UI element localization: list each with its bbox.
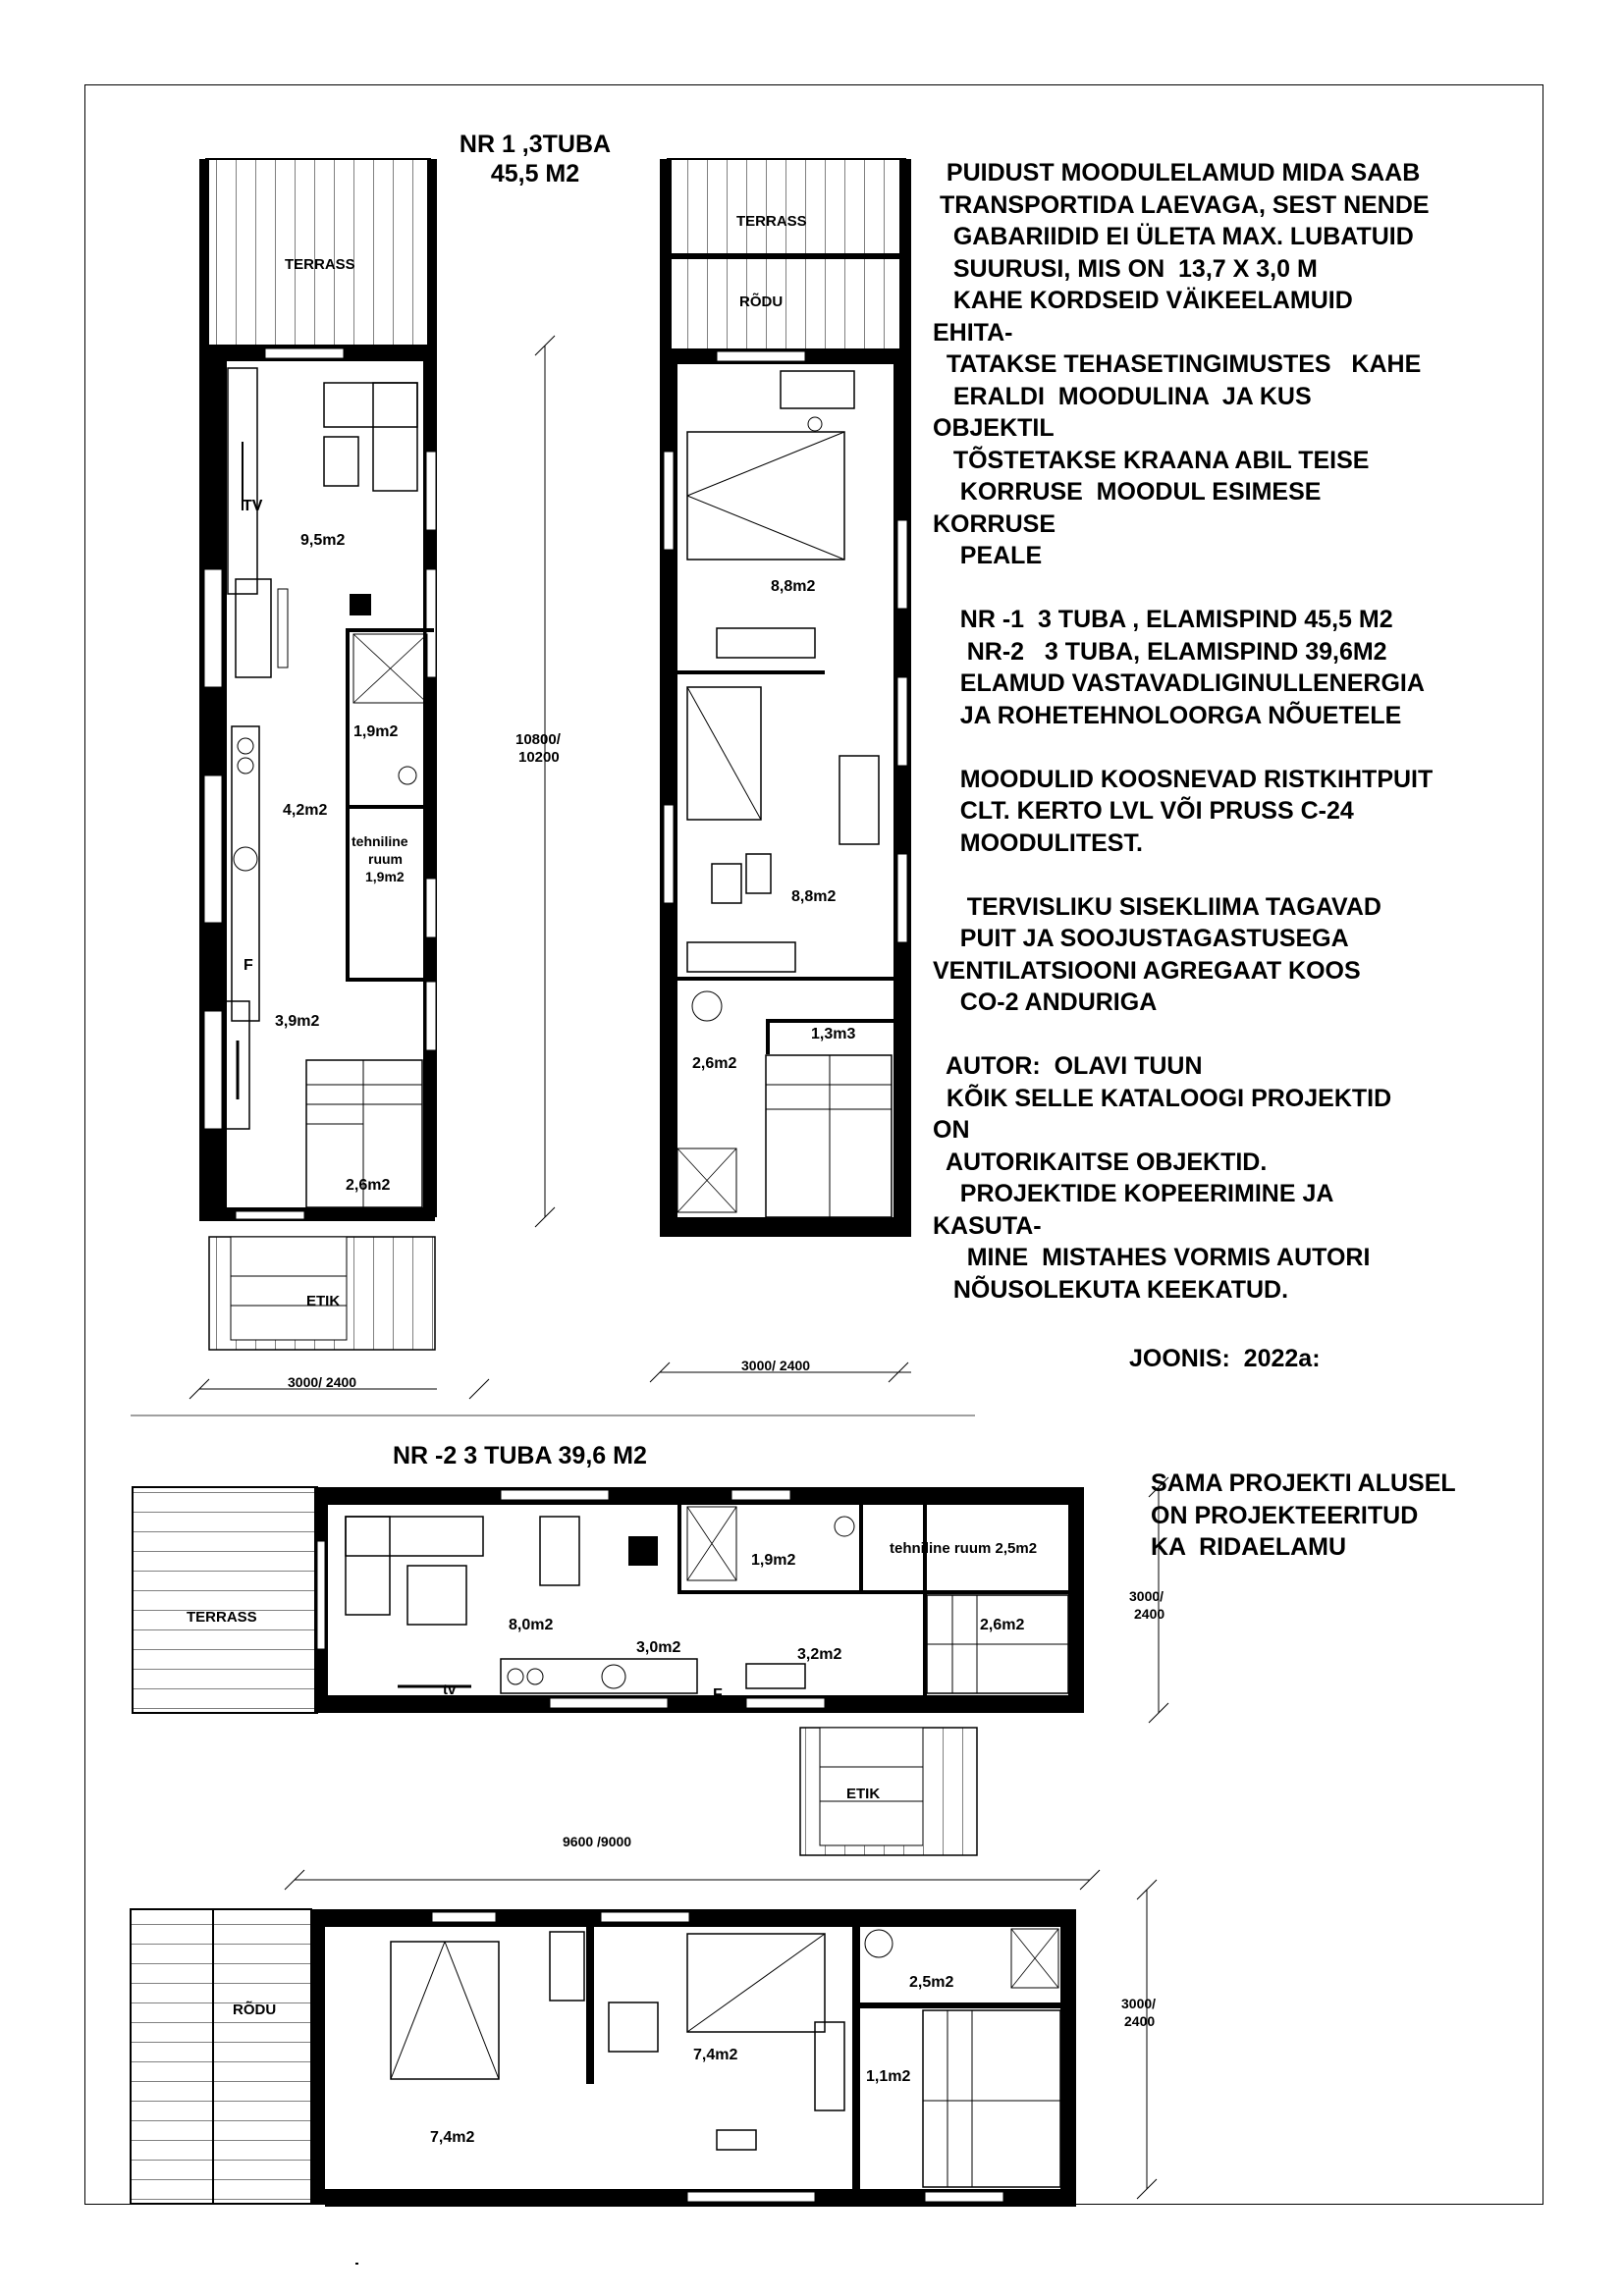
description-line: CO-2 ANDURIGA <box>933 988 1158 1016</box>
plan2-f1-dim-width: 3000/ <box>1129 1588 1164 1604</box>
description-line: JA ROHETEHNOLOORGA NÕUETELE <box>933 701 1402 729</box>
description-line: KÕIK SELLE KATALOOGI PROJEKTID <box>933 1084 1392 1112</box>
plan1-f1-tech-area: 1,9m2 <box>365 869 405 884</box>
plan1-floor2 <box>650 159 911 1382</box>
description-line: VENTILATSIOONI AGREGAAT KOOS <box>933 956 1361 985</box>
description-line: AUTORIKAITSE OBJEKTID. <box>933 1148 1268 1176</box>
plan2-title: NR -2 3 TUBA 39,6 M2 <box>393 1442 647 1469</box>
plan1-f1-fridge: F <box>244 957 253 974</box>
description-line: TERVISLIKU SISEKLIIMA TAGAVAD <box>933 892 1381 921</box>
plan2-f1-fridge: F <box>713 1686 723 1703</box>
plan1-f2-bath: 2,6m2 <box>692 1055 737 1072</box>
description-line: ELAMUD VASTAVADLIGINULLENERGIA <box>933 669 1425 697</box>
description-line: ON <box>933 1116 970 1144</box>
plan1-f1-living: 9,5m2 <box>300 532 346 549</box>
description-line: PUIDUST MOODULELAMUD MIDA SAAB <box>933 159 1421 187</box>
plan2-f1-terrace: TERRASS <box>187 1609 257 1626</box>
plan2-f1-bath: 1,9m2 <box>751 1552 796 1569</box>
plan2-f2-bed2: 7,4m2 <box>693 2047 738 2063</box>
description-line: MINE MISTAHES VORMIS AUTORI <box>933 1244 1371 1271</box>
plan1-dim-length2: 10200 <box>518 749 560 766</box>
plan2-f1-entry: ETIK <box>846 1786 881 1802</box>
description-line: NÕUSOLEKUTA KEEKATUD. <box>933 1275 1289 1304</box>
description-line: PEALE <box>933 542 1043 569</box>
plan1-f1-hall: 3,9m2 <box>275 1013 320 1030</box>
plan2-floor1 <box>133 1477 1168 1890</box>
description-line: KASUTA- <box>933 1211 1042 1240</box>
plan1-f1-tech-1: tehniline <box>352 833 408 849</box>
description-line: OBJEKTIL <box>933 414 1055 442</box>
description-line: TRANSPORTIDA LAEVAGA, SEST NENDE <box>933 190 1430 219</box>
plan1-dim-length: 10800/ <box>515 731 561 748</box>
plan1-f2-dim-width: 3000/ 2400 <box>741 1358 811 1373</box>
plan1-f1-dim-width: 3000/ 2400 <box>288 1374 357 1390</box>
description-line: PUIT JA SOOJUSTAGASTUSEGA <box>933 925 1349 952</box>
description-line: NR-2 3 TUBA, ELAMISPIND 39,6M2 <box>933 637 1387 666</box>
description-line: TATAKSE TEHASETINGIMUSTES KAHE <box>933 350 1422 378</box>
drawing-number: JOONIS: 2022a: <box>1129 1345 1321 1372</box>
plan2-f2-dim-width: 3000/ <box>1121 1996 1157 2011</box>
plan2-f1-hall: 3,2m2 <box>797 1646 842 1663</box>
plan2-f2-bath: 2,5m2 <box>909 1974 954 1991</box>
description-line: SUURUSI, MIS ON 13,7 X 3,0 M <box>933 254 1318 283</box>
side-note-line: SAMA PROJEKTI ALUSEL <box>1151 1469 1456 1497</box>
plan2-floor2 <box>131 1880 1157 2207</box>
description-line: MOODULITEST. <box>933 828 1143 857</box>
side-note-line: ON PROJEKTEERITUD <box>1151 1501 1419 1529</box>
description-line: EHITA- <box>933 318 1013 347</box>
description-line: TÕSTETAKSE KRAANA ABIL TEISE <box>933 446 1370 474</box>
terrace-deck <box>206 159 430 346</box>
plan2-f2-balcony: RÕDU <box>233 2002 277 2018</box>
description-line: KORRUSE MOODUL ESIMESE <box>933 478 1322 506</box>
plan1-f2-bed1: 8,8m2 <box>771 578 816 595</box>
description-line: MOODULID KOOSNEVAD RISTKIHTPUIT <box>933 765 1434 793</box>
plan1-f1-entry: ETIK <box>306 1293 341 1309</box>
plan2-dim-length: 9600 /9000 <box>563 1834 632 1849</box>
plan1-f1-stairs: 2,6m2 <box>346 1177 391 1194</box>
plan2-f1-tech: tehniline ruum 2,5m2 <box>890 1540 1038 1557</box>
plan2-f1-tv: tv <box>443 1682 457 1698</box>
plan1-area: 45,5 M2 <box>490 160 580 187</box>
plan2-f1-mid: 3,0m2 <box>636 1639 681 1656</box>
plan1-f2-terrace: TERRASS <box>736 213 807 230</box>
plan1-title: NR 1 ,3TUBA <box>459 131 612 158</box>
plan2-f1-living: 8,0m2 <box>509 1617 554 1633</box>
description-line: NR -1 3 TUBA , ELAMISPIND 45,5 M2 <box>933 606 1393 633</box>
plan1-f1-bath: 1,9m2 <box>353 723 399 740</box>
description-line: KORRUSE <box>933 509 1056 538</box>
description-line: GABARIIDID EI ÜLETA MAX. LUBATUID <box>933 223 1414 250</box>
plan2-f1-stairs: 2,6m2 <box>980 1617 1025 1633</box>
plan1-f1-kitchen: 4,2m2 <box>283 802 328 819</box>
description-line: AUTOR: OLAVI TUUN <box>933 1052 1203 1080</box>
plan1-f1-terrace: TERRASS <box>285 256 355 273</box>
description-line: ERALDI MOODULINA JA KUS <box>933 382 1312 410</box>
plan2-f2-stairs: 1,1m2 <box>866 2068 911 2085</box>
side-note-line: KA RIDAELAMU <box>1151 1533 1347 1561</box>
plan1-f1-tv: TV <box>243 498 263 514</box>
plan2-f2-bed1: 7,4m2 <box>430 2129 475 2146</box>
plan1-f2-stairs: 1,3m3 <box>811 1026 856 1042</box>
plan2-f2-dim-width2: 2400 <box>1124 2013 1156 2029</box>
description-line: KAHE KORDSEID VÄIKEELAMUID <box>933 287 1353 314</box>
plan1-f2-balcony: RÕDU <box>739 294 784 310</box>
plan1-f2-bed2: 8,8m2 <box>791 888 837 905</box>
description-line: PROJEKTIDE KOPEERIMINE JA <box>933 1180 1334 1207</box>
plan1-floor1 <box>189 159 562 1399</box>
plan2-f1-dim-width2: 2400 <box>1134 1606 1165 1622</box>
description-line: CLT. KERTO LVL VÕI PRUSS C-24 <box>933 797 1354 825</box>
plan1-f1-tech-2: ruum <box>368 851 403 867</box>
stray-mark <box>355 2263 358 2265</box>
